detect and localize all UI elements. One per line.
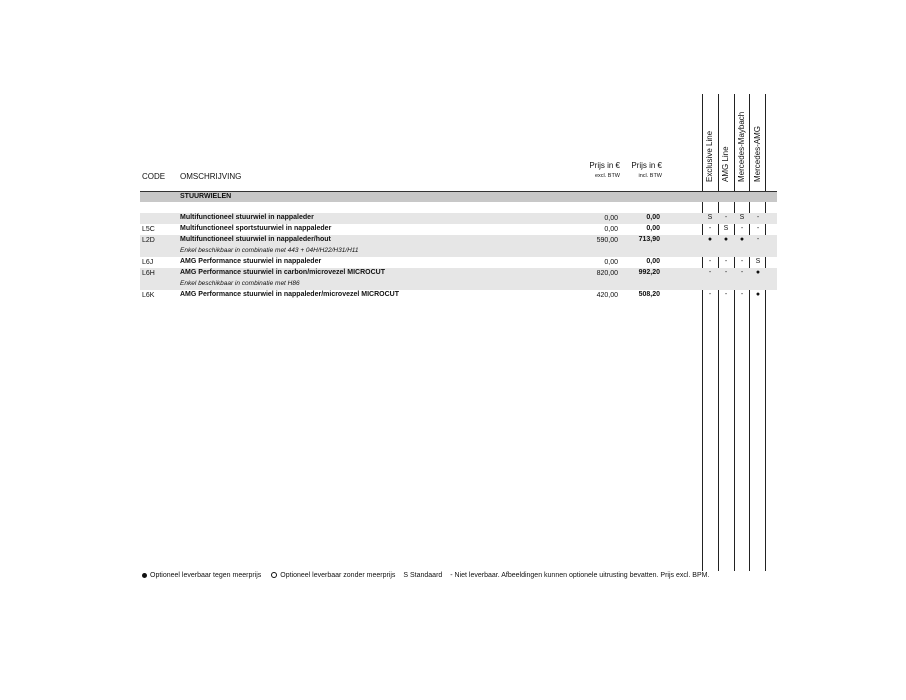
header-price-incl: [620, 161, 662, 179]
column-divider: [718, 94, 719, 571]
column-divider: [749, 94, 750, 571]
section-title: STUURWIELEN: [180, 193, 232, 200]
header-price-incl-label: Prijs in €: [631, 161, 662, 170]
row-code: L5C: [142, 226, 155, 233]
row-description: AMG Performance stuurwiel in nappaleder: [180, 258, 322, 265]
table-row: [140, 257, 777, 268]
row-code: L6J: [142, 259, 154, 266]
row-amg-line: -: [724, 291, 728, 298]
filled-dot-icon: [142, 573, 147, 578]
row-mercedes-amg: S: [755, 258, 761, 265]
table-row: [140, 224, 777, 235]
header-mercedes-amg: Mercedes-AMG: [753, 125, 762, 182]
row-exclusive-line: -: [708, 225, 712, 232]
row-price-incl: 713,90: [638, 236, 660, 243]
row-amg-line: S: [723, 225, 729, 232]
row-code: L6K: [142, 292, 155, 299]
row-price-excl: 420,00: [596, 292, 618, 299]
row-amg-line: -: [724, 258, 728, 265]
table-row: [140, 290, 777, 301]
header-code: CODE: [142, 172, 166, 181]
column-divider: [765, 94, 766, 571]
header-price-excl: [580, 161, 620, 179]
row-code: L6H: [142, 270, 155, 277]
header-price-excl-sub: excl. BTW: [594, 173, 620, 179]
ring-icon: [271, 572, 277, 578]
legend-optional-free: Optioneel leverbaar zonder meerprijs: [280, 572, 396, 579]
column-divider: [734, 94, 735, 571]
row-exclusive-line: S: [707, 214, 713, 221]
row-price-excl: 0,00: [604, 215, 618, 222]
row-mercedes-amg: ●: [755, 291, 761, 298]
header-price-incl-sub: incl. BTW: [638, 173, 662, 179]
row-maybach: -: [740, 291, 744, 298]
row-mercedes-amg: -: [756, 225, 760, 232]
row-price-incl: 0,00: [646, 225, 660, 232]
row-mercedes-amg: ●: [755, 269, 761, 276]
row-code: L2D: [142, 237, 155, 244]
column-divider: [702, 94, 703, 571]
row-maybach: -: [740, 258, 744, 265]
row-maybach: -: [740, 225, 744, 232]
row-description: AMG Performance stuurwiel in carbon/microvezel MICROCUT: [180, 269, 385, 276]
table-row: [140, 213, 777, 224]
row-mercedes-amg: -: [756, 214, 760, 221]
row-price-incl: 508,20: [638, 291, 660, 298]
legend-standard: S Standaard: [403, 572, 443, 579]
row-maybach: S: [739, 214, 745, 221]
row-price-incl: 992,20: [638, 269, 660, 276]
section-header: [140, 192, 777, 202]
row-price-excl: 0,00: [604, 259, 618, 266]
row-exclusive-line: ●: [707, 236, 713, 243]
header-price-excl-label: Prijs in €: [589, 161, 620, 170]
legend-optional-paid: Optioneel leverbaar tegen meerprijs: [150, 572, 262, 579]
row-maybach: -: [740, 269, 744, 276]
row-description: Multifunctioneel stuurwiel in nappaleder/hout: [180, 236, 331, 243]
header-exclusive-line: Exclusive Line: [705, 130, 714, 182]
row-amg-line: -: [724, 214, 728, 221]
row-price-incl: 0,00: [646, 214, 660, 221]
header-mercedes-maybach: Mercedes-Maybach: [737, 111, 746, 182]
row-price-incl: 0,00: [646, 258, 660, 265]
row-mercedes-amg: -: [756, 236, 760, 243]
header-amg-line: AMG Line: [721, 146, 730, 182]
row-description: Multifunctioneel sportstuurwiel in nappaleder: [180, 225, 332, 232]
row-note: Enkel beschikbaar in combinatie met 443 + 04H/H22/H31/H11: [180, 247, 359, 254]
legend-rest: - Niet leverbaar. Afbeeldingen kunnen optionele uitrusting bevatten. Prijs excl. BPM.: [450, 572, 710, 579]
row-exclusive-line: -: [708, 258, 712, 265]
row-amg-line: ●: [723, 236, 729, 243]
row-amg-line: -: [724, 269, 728, 276]
row-price-excl: 820,00: [596, 270, 618, 277]
row-price-excl: 590,00: [596, 237, 618, 244]
row-exclusive-line: -: [708, 291, 712, 298]
row-price-excl: 0,00: [604, 226, 618, 233]
row-exclusive-line: -: [708, 269, 712, 276]
row-note: Enkel beschikbaar in combinatie met H86: [180, 280, 300, 287]
row-description: Multifunctioneel stuurwiel in nappaleder: [180, 214, 314, 221]
row-maybach: ●: [739, 236, 745, 243]
header-description: OMSCHRIJVING: [180, 172, 242, 181]
legend: [142, 572, 709, 579]
row-description: AMG Performance stuurwiel in nappaleder/microvezel MICROCUT: [180, 291, 399, 298]
